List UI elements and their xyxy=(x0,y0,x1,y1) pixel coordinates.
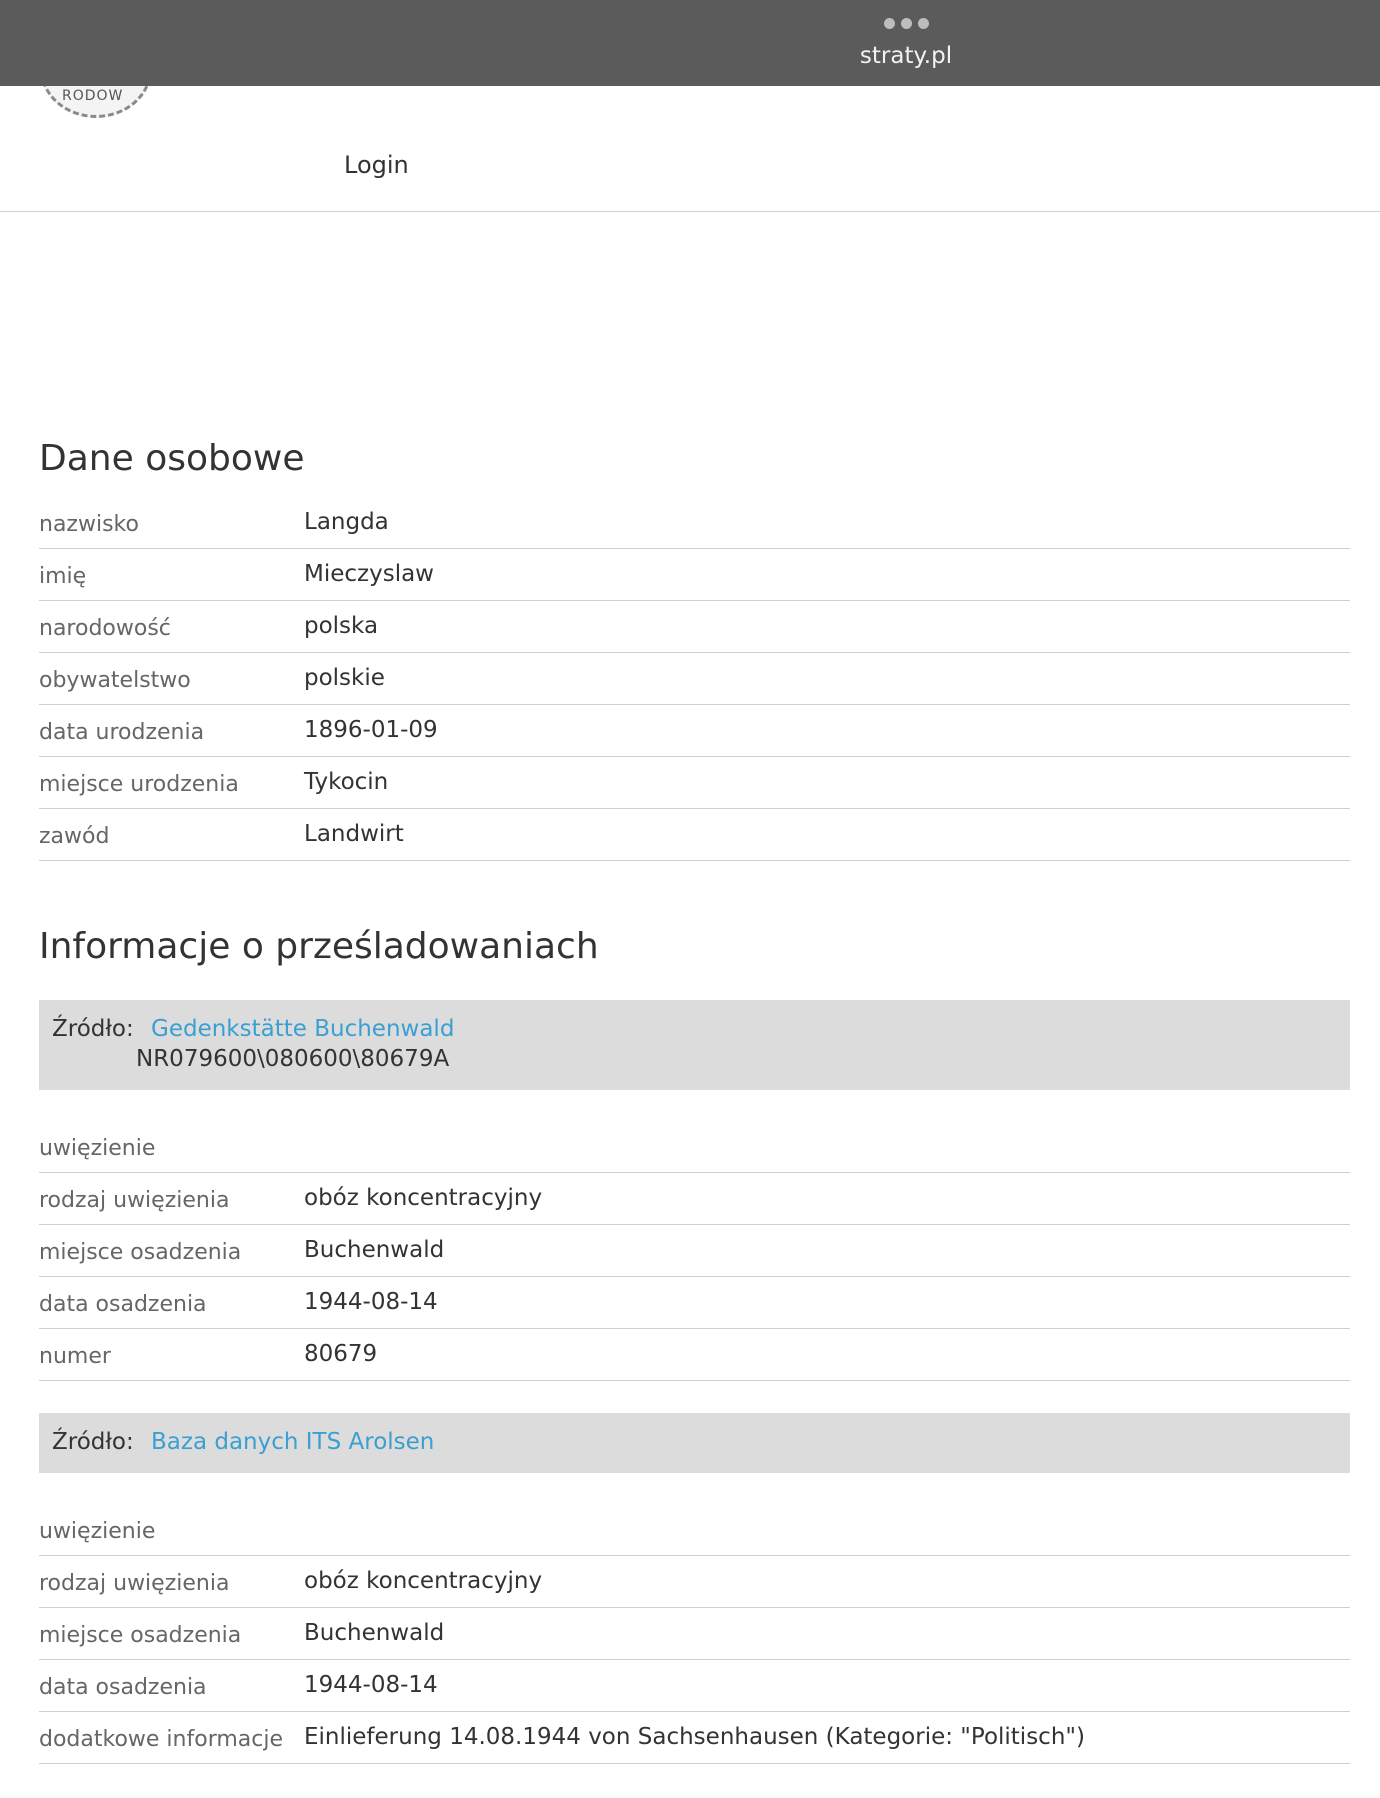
row-label: miejsce osadzenia xyxy=(39,1623,242,1648)
source-label: Źródło: xyxy=(52,1429,134,1455)
row-value: obóz koncentracyjny xyxy=(304,1568,543,1594)
row-label: miejsce osadzenia xyxy=(39,1240,242,1265)
table-row xyxy=(39,1660,1350,1712)
row-label: zawód xyxy=(39,824,110,849)
table-row xyxy=(39,1173,1350,1225)
table-row xyxy=(39,809,1350,861)
source-link[interactable]: Gedenkstätte Buchenwald xyxy=(151,1016,455,1042)
source-box xyxy=(39,1000,1350,1090)
more-icon[interactable] xyxy=(884,18,929,29)
table-row xyxy=(39,1712,1350,1764)
row-value: Buchenwald xyxy=(304,1237,445,1263)
table-row xyxy=(39,549,1350,601)
row-value: Langda xyxy=(304,509,389,535)
row-label: data osadzenia xyxy=(39,1675,207,1700)
imprisonment-table xyxy=(39,1173,1350,1381)
table-row xyxy=(39,1225,1350,1277)
row-label: numer xyxy=(39,1344,111,1369)
section-label: uwięzienie xyxy=(39,1136,156,1161)
imprisonment-table xyxy=(39,1556,1350,1764)
source-box xyxy=(39,1413,1350,1473)
personal-data-title: Dane osobowe xyxy=(39,438,305,479)
logo-text: RODOW xyxy=(62,88,124,104)
source-label: Źródło: xyxy=(52,1016,134,1042)
row-label: rodzaj uwięzienia xyxy=(39,1571,230,1596)
source-link[interactable]: Baza danych ITS Arolsen xyxy=(151,1429,435,1455)
table-row xyxy=(39,1556,1350,1608)
row-label: rodzaj uwięzienia xyxy=(39,1188,230,1213)
row-value: 80679 xyxy=(304,1341,378,1367)
login-link[interactable]: Login xyxy=(344,151,409,179)
table-row xyxy=(39,653,1350,705)
section-label: uwięzienie xyxy=(39,1519,156,1544)
row-value: 1944-08-14 xyxy=(304,1672,438,1698)
section-heading xyxy=(39,1503,1350,1556)
table-row xyxy=(39,705,1350,757)
browser-top-bar xyxy=(0,0,1380,86)
table-row xyxy=(39,601,1350,653)
row-label: narodowość xyxy=(39,616,171,641)
row-value: Mieczyslaw xyxy=(304,561,434,587)
section-heading xyxy=(39,1120,1350,1173)
row-value: polska xyxy=(304,613,379,639)
table-row xyxy=(39,757,1350,809)
browser-url[interactable]: straty.pl xyxy=(859,43,953,69)
table-row xyxy=(39,1277,1350,1329)
row-value: Einlieferung 14.08.1944 von Sachsenhausen (Kategorie: "Politisch") xyxy=(304,1724,1085,1750)
table-row xyxy=(39,1329,1350,1381)
row-label: obywatelstwo xyxy=(39,668,191,693)
personal-data-table xyxy=(39,497,1350,861)
row-value: obóz koncentracyjny xyxy=(304,1185,543,1211)
row-label: dodatkowe informacje xyxy=(39,1727,284,1752)
row-value: 1944-08-14 xyxy=(304,1289,438,1315)
row-label: miejsce urodzenia xyxy=(39,772,239,797)
row-value: Buchenwald xyxy=(304,1620,445,1646)
table-row xyxy=(39,497,1350,549)
row-label: nazwisko xyxy=(39,512,139,537)
row-label: data osadzenia xyxy=(39,1292,207,1317)
table-row xyxy=(39,1608,1350,1660)
row-value: Tykocin xyxy=(304,769,389,795)
source-reference: NR079600\080600\80679A xyxy=(136,1046,450,1072)
row-label: data urodzenia xyxy=(39,720,205,745)
header-divider xyxy=(0,211,1380,212)
row-label: imię xyxy=(39,564,87,589)
row-value: 1896-01-09 xyxy=(304,717,438,743)
row-value: Landwirt xyxy=(304,821,404,847)
persecution-title: Informacje o prześladowaniach xyxy=(39,926,599,967)
row-value: polskie xyxy=(304,665,385,691)
